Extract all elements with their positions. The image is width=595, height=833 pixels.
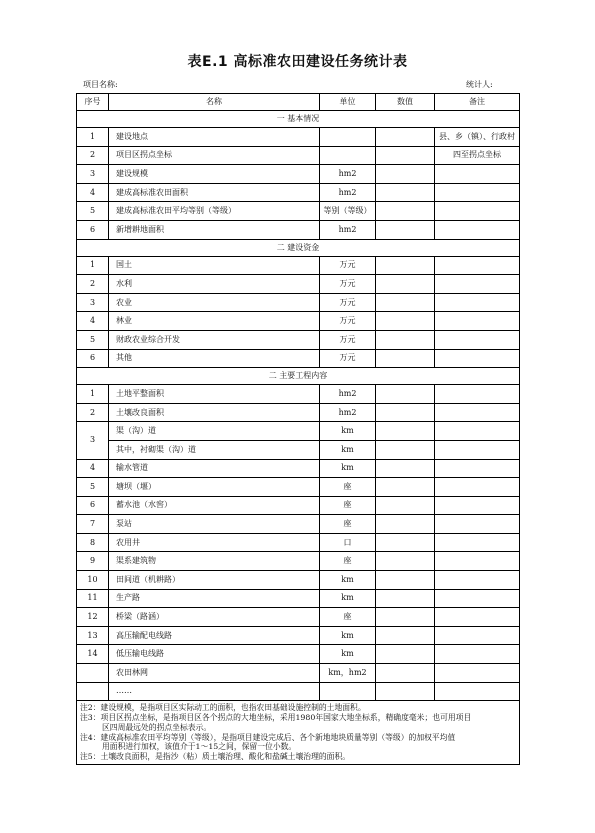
row-value (376, 496, 435, 515)
row-unit: 座 (320, 496, 376, 515)
table-row (77, 645, 520, 664)
row-value (376, 459, 435, 478)
table-row (77, 626, 520, 645)
row-remark (435, 422, 520, 441)
row-unit: km (320, 589, 376, 608)
row-no: 3 (77, 165, 109, 184)
row-unit: km (320, 571, 376, 590)
row-name: 蓄水池（水窖） (109, 496, 320, 515)
row-value (376, 403, 435, 422)
table-row (77, 128, 520, 147)
row-value (376, 275, 435, 294)
row-no: 11 (77, 589, 109, 608)
note-line: 注5：土壤改良面积，是指沙（粘）质土壤治理、酸化和盐碱土壤治理的面积。 (80, 752, 351, 762)
row-name: 国土 (109, 256, 320, 275)
row-unit: 万元 (320, 275, 376, 294)
row-no: 1 (77, 128, 109, 147)
row-remark (435, 330, 520, 349)
note-line: 注3：项目区拐点坐标，是指项目区各个拐点的大地坐标，采用1980年国家大地坐标系，精确度毫米；也可用项目 (80, 713, 472, 723)
row-no: 5 (77, 478, 109, 497)
row-name: 建成高标准农田面积 (109, 183, 320, 202)
row-no: 3 (77, 293, 109, 312)
table-row (77, 422, 520, 441)
row-name: 泵站 (109, 515, 320, 534)
table-body (77, 111, 520, 701)
row-value (376, 552, 435, 571)
row-name: 桥梁（路涵） (109, 608, 320, 627)
row-name: 新增耕地面积 (109, 220, 320, 239)
row-no: 4 (77, 183, 109, 202)
row-name: 土地平整面积 (109, 385, 320, 404)
row-unit: 万元 (320, 330, 376, 349)
row-unit: km (320, 626, 376, 645)
row-name: 建成高标准农田平均等别（等级） (109, 202, 320, 221)
row-unit: km (320, 440, 376, 459)
row-remark (435, 459, 520, 478)
row-remark (435, 220, 520, 239)
row-remark (435, 626, 520, 645)
row-name: 林业 (109, 312, 320, 331)
table-row (77, 330, 520, 349)
section-title: 二 主要工程内容 (77, 368, 520, 385)
row-remark (435, 589, 520, 608)
row-remark (435, 533, 520, 552)
row-unit: 座 (320, 515, 376, 534)
row-value (376, 146, 435, 165)
row-no: 3 (77, 422, 109, 459)
row-unit: 万元 (320, 312, 376, 331)
row-remark (435, 645, 520, 664)
row-unit: hm2 (320, 183, 376, 202)
row-unit: hm2 (320, 165, 376, 184)
row-no: 12 (77, 608, 109, 627)
table-row (77, 552, 520, 571)
row-no (77, 682, 109, 701)
row-remark (435, 403, 520, 422)
table-row (77, 293, 520, 312)
project-name-label: 项目名称: (83, 80, 118, 89)
table-row (77, 608, 520, 627)
row-unit: km (320, 459, 376, 478)
row-unit: 座 (320, 552, 376, 571)
row-remark (435, 440, 520, 459)
row-unit: 万元 (320, 256, 376, 275)
row-no: 5 (77, 330, 109, 349)
row-name: 农用井 (109, 533, 320, 552)
statistician-label: 统计人: (466, 80, 493, 89)
page-title: 表E.1 高标准农田建设任务统计表 (187, 54, 408, 70)
row-no: 9 (77, 552, 109, 571)
section-row (77, 368, 520, 385)
row-no: 5 (77, 202, 109, 221)
note-line: 注4：建成高标准农田平均等别（等级），是指项目建设完成后、各个新地地块质量等别（等级）的加权平均值 (80, 732, 456, 742)
row-name: 生产路 (109, 589, 320, 608)
row-name: 农田林网 (109, 664, 320, 683)
row-name: 低压输电线路 (109, 645, 320, 664)
row-no: 7 (77, 515, 109, 534)
row-value (376, 440, 435, 459)
row-value (376, 220, 435, 239)
notes-cell (77, 701, 520, 765)
row-no: 4 (77, 312, 109, 331)
note-line: 区四周最远处的拐点坐标表示。 (102, 722, 212, 732)
section-title: 一 基本情况 (77, 111, 520, 128)
row-value (376, 478, 435, 497)
section-row (77, 239, 520, 256)
table-row (77, 533, 520, 552)
table-row (77, 478, 520, 497)
row-unit: 万元 (320, 293, 376, 312)
row-remark (435, 478, 520, 497)
table-row (77, 682, 520, 701)
row-remark (435, 293, 520, 312)
row-name: 土壤改良面积 (109, 403, 320, 422)
row-remark: 四至拐点坐标 (435, 146, 520, 165)
row-no: 14 (77, 645, 109, 664)
table-row (77, 275, 520, 294)
row-unit: km (320, 645, 376, 664)
row-remark (435, 183, 520, 202)
row-no: 2 (77, 146, 109, 165)
row-remark (435, 608, 520, 627)
row-unit: hm2 (320, 403, 376, 422)
row-value (376, 330, 435, 349)
header-no: 序号 (77, 94, 109, 111)
row-remark (435, 275, 520, 294)
row-no: 6 (77, 496, 109, 515)
table-row (77, 664, 520, 683)
row-value (376, 515, 435, 534)
row-name: 渠系建筑物 (109, 552, 320, 571)
row-no: 2 (77, 403, 109, 422)
row-value (376, 385, 435, 404)
row-value (376, 664, 435, 683)
section-row (77, 111, 520, 128)
row-value (376, 165, 435, 184)
row-unit (320, 146, 376, 165)
row-no: 4 (77, 459, 109, 478)
table-row (77, 146, 520, 165)
row-remark (435, 496, 520, 515)
row-remark (435, 165, 520, 184)
row-value (376, 571, 435, 590)
row-value (376, 533, 435, 552)
row-value (376, 589, 435, 608)
row-name: 其中，衬砌渠（沟）道 (109, 440, 320, 459)
row-unit (320, 682, 376, 701)
row-no: 8 (77, 533, 109, 552)
row-unit: km，hm2 (320, 664, 376, 683)
table-row (77, 496, 520, 515)
row-remark (435, 552, 520, 571)
row-remark (435, 571, 520, 590)
row-unit: 万元 (320, 349, 376, 368)
table-row (77, 403, 520, 422)
row-name: 渠（沟）道 (109, 422, 320, 441)
row-name: 输水管道 (109, 459, 320, 478)
header-unit: 单位 (320, 94, 376, 111)
table-row (77, 183, 520, 202)
section-title: 二 建设资金 (77, 239, 520, 256)
row-value (376, 682, 435, 701)
row-unit: hm2 (320, 385, 376, 404)
row-no: 2 (77, 275, 109, 294)
row-unit: km (320, 422, 376, 441)
row-value (376, 312, 435, 331)
table-row (77, 459, 520, 478)
row-unit: 座 (320, 478, 376, 497)
header-remark: 备注 (435, 94, 520, 111)
row-value (376, 349, 435, 368)
row-remark (435, 515, 520, 534)
row-value (376, 202, 435, 221)
row-value (376, 422, 435, 441)
row-no: 6 (77, 349, 109, 368)
row-no (77, 664, 109, 683)
row-name: 项目区拐点坐标 (109, 146, 320, 165)
table-row (77, 165, 520, 184)
row-remark (435, 312, 520, 331)
row-remark (435, 682, 520, 701)
statistics-table (76, 93, 520, 765)
row-value (376, 256, 435, 275)
row-no: 13 (77, 626, 109, 645)
row-unit: 等别（等级） (320, 202, 376, 221)
row-remark (435, 664, 520, 683)
row-no: 1 (77, 256, 109, 275)
notes-row (77, 701, 520, 765)
row-unit: 座 (320, 608, 376, 627)
row-unit: hm2 (320, 220, 376, 239)
row-name: 财政农业综合开发 (109, 330, 320, 349)
note-line: 用面积进行加权，该值介于1～15之间，保留一位小数。 (102, 742, 297, 752)
row-remark (435, 385, 520, 404)
table-row (77, 256, 520, 275)
table-row (77, 385, 520, 404)
row-name: 塘坝（堰） (109, 478, 320, 497)
row-remark: 县、乡（镇）、行政村 (435, 128, 520, 147)
table-row (77, 220, 520, 239)
row-value (376, 608, 435, 627)
row-value (376, 626, 435, 645)
table-row (77, 589, 520, 608)
row-name: 高压输配电线路 (109, 626, 320, 645)
row-value (376, 293, 435, 312)
row-name: 田间道（机耕路） (109, 571, 320, 590)
row-remark (435, 256, 520, 275)
row-no: 6 (77, 220, 109, 239)
table-row (77, 515, 520, 534)
row-name: 建设地点 (109, 128, 320, 147)
row-no: 10 (77, 571, 109, 590)
header-value: 数值 (376, 94, 435, 111)
row-remark (435, 349, 520, 368)
table-header-row (77, 94, 520, 111)
row-value (376, 645, 435, 664)
row-name: 农业 (109, 293, 320, 312)
row-name: …… (109, 682, 320, 701)
row-unit: 口 (320, 533, 376, 552)
row-name: 建设规模 (109, 165, 320, 184)
row-name: 水利 (109, 275, 320, 294)
row-remark (435, 202, 520, 221)
table-row (77, 571, 520, 590)
table-row (77, 440, 520, 459)
row-no: 1 (77, 385, 109, 404)
row-unit (320, 128, 376, 147)
row-value (376, 183, 435, 202)
table-row (77, 202, 520, 221)
row-name: 其他 (109, 349, 320, 368)
table-row (77, 349, 520, 368)
row-value (376, 128, 435, 147)
note-line: 注2：建设规模，是指项目区实际动工的面积，也指农田基础设施控制的土地面积。 (80, 703, 366, 713)
table-row (77, 312, 520, 331)
header-name: 名称 (109, 94, 320, 111)
